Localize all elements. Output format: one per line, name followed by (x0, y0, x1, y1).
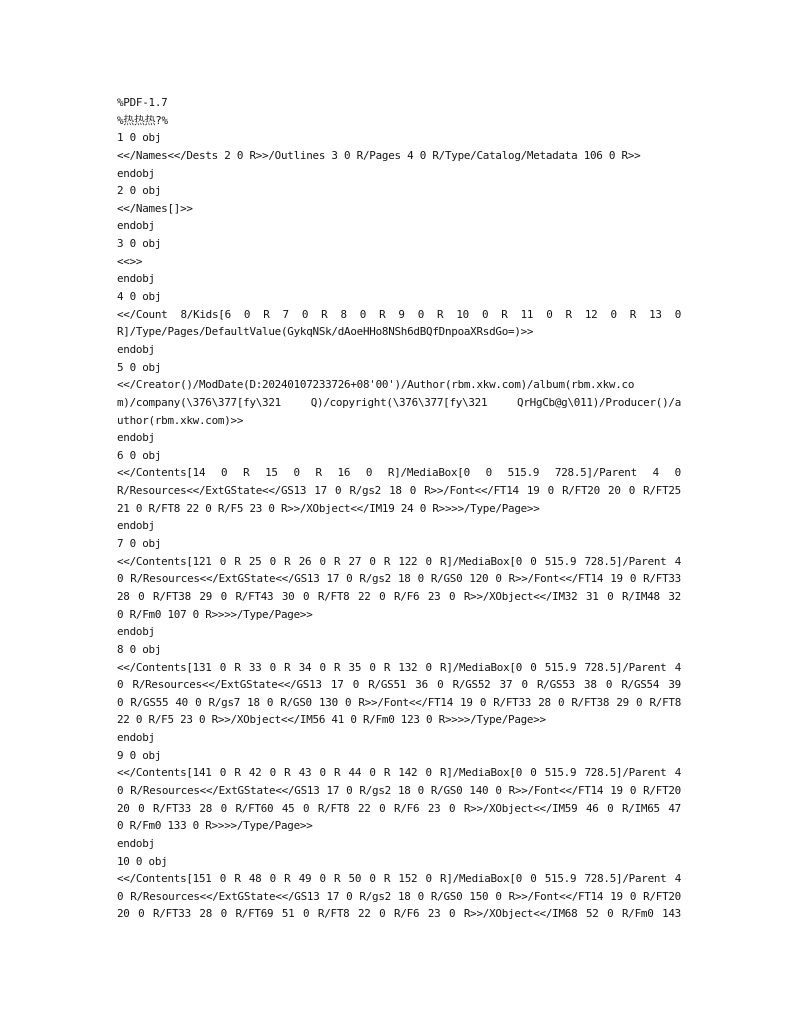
text-line: endobj (117, 166, 155, 180)
text-line: 9 0 obj (117, 748, 162, 762)
text-line: 6 0 obj (117, 448, 162, 462)
text-line: 7 0 obj (117, 537, 162, 551)
text-line: R/Resources<</ExtGState<</GS13 17 0 R/gs2 18 0 R>>/Font<</FT14 19 0 R/FT20 20 0 R/FT25 (117, 484, 681, 498)
text-line: 0 R/Resources<</ExtGState<</GS13 17 0 R/gs2 18 0 R/GS0 120 0 R>>/Font<</FT14 19 0 R/FT33 (117, 572, 681, 586)
text-line: <</Names[]>> (117, 201, 193, 215)
text-line: endobj (117, 272, 155, 286)
text-line: 3 0 obj (117, 237, 162, 251)
text-line: %热热热?% (117, 113, 168, 127)
text-line: endobj (117, 836, 155, 850)
text-line: endobj (117, 519, 155, 533)
text-line: <</Contents[141 0 R 42 0 R 43 0 R 44 0 R 142 0 R]/MediaBox[0 0 515.9 728.5]/Parent 4 (117, 766, 681, 780)
pdf-source-text (117, 94, 681, 923)
text-line: endobj (117, 431, 155, 445)
text-line: <</Contents[151 0 R 48 0 R 49 0 R 50 0 R 152 0 R]/MediaBox[0 0 515.9 728.5]/Parent 4 (117, 872, 681, 886)
text-line: <<>> (117, 254, 143, 268)
text-line: 10 0 obj (117, 854, 168, 868)
text-line: 0 R/Fm0 107 0 R>>>>/Type/Page>> (117, 607, 313, 621)
text-line: endobj (117, 731, 155, 745)
text-line: <</Contents[14 0 R 15 0 R 16 0 R]/MediaBox[0 0 515.9 728.5]/Parent 4 0 (117, 466, 681, 480)
text-line: uthor(rbm.xkw.com)>> (117, 413, 244, 427)
text-line: m)/company(\376\377[fy\321 Q)/copyright(\376\377[fy\321 QrHgCb@g\011)/Producer()/a (117, 395, 681, 409)
text-line: <</Contents[131 0 R 33 0 R 34 0 R 35 0 R 132 0 R]/MediaBox[0 0 515.9 728.5]/Parent 4 (117, 660, 681, 674)
text-line: 0 R/Resources<</ExtGState<</GS13 17 0 R/GS51 36 0 R/GS52 37 0 R/GS53 38 0 R/GS54 39 (117, 678, 681, 692)
text-line: 0 R/GS55 40 0 R/gs7 18 0 R/GS0 130 0 R>>/Font<</FT14 19 0 R/FT33 28 0 R/FT38 29 0 R/FT8 (117, 695, 681, 709)
text-line: endobj (117, 219, 155, 233)
text-line: 28 0 R/FT38 29 0 R/FT43 30 0 R/FT8 22 0 R/F6 23 0 R>>/XObject<</IM32 31 0 R/IM48 32 (117, 589, 681, 603)
text-line: 4 0 obj (117, 290, 162, 304)
text-line: <</Names<</Dests 2 0 R>>/Outlines 3 0 R/Pages 4 0 R/Type/Catalog/Metadata 106 0 R>> (117, 148, 641, 162)
text-line: 0 R/Resources<</ExtGState<</GS13 17 0 R/gs2 18 0 R/GS0 140 0 R>>/Font<</FT14 19 0 R/FT20 (117, 783, 681, 797)
text-line: 8 0 obj (117, 642, 162, 656)
text-line: 20 0 R/FT33 28 0 R/FT69 51 0 R/FT8 22 0 R/F6 23 0 R>>/XObject<</IM68 52 0 R/Fm0 143 (117, 907, 681, 921)
text-line: <</Count 8/Kids[6 0 R 7 0 R 8 0 R 9 0 R 10 0 R 11 0 R 12 0 R 13 0 (117, 307, 681, 321)
text-line: 0 R/Resources<</ExtGState<</GS13 17 0 R/gs2 18 0 R/GS0 150 0 R>>/Font<</FT14 19 0 R/FT20 (117, 889, 681, 903)
text-line: endobj (117, 342, 155, 356)
text-line: 21 0 R/FT8 22 0 R/F5 23 0 R>>/XObject<</IM19 24 0 R>>>>/Type/Page>> (117, 501, 540, 515)
text-line: <</Creator()/ModDate(D:20240107233726+08'00')/Author(rbm.xkw.com)/album(rbm.xkw.co (117, 378, 635, 392)
text-line: %PDF-1.7 (117, 96, 168, 109)
text-line: R]/Type/Pages/DefaultValue(GykqNSk/dAoeHHo8NSh6dBQfDnpoaXRsdGo=)>> (117, 325, 534, 339)
text-line: 0 R/Fm0 133 0 R>>>>/Type/Page>> (117, 819, 313, 833)
text-line: 20 0 R/FT33 28 0 R/FT60 45 0 R/FT8 22 0 R/F6 23 0 R>>/XObject<</IM59 46 0 R/IM65 47 (117, 801, 681, 815)
text-line: 5 0 obj (117, 360, 162, 374)
text-line: <</Contents[121 0 R 25 0 R 26 0 R 27 0 R 122 0 R]/MediaBox[0 0 515.9 728.5]/Parent 4 (117, 554, 681, 568)
text-line: 2 0 obj (117, 184, 162, 198)
text-line: 1 0 obj (117, 131, 162, 145)
text-line: 22 0 R/F5 23 0 R>>/XObject<</IM56 41 0 R/Fm0 123 0 R>>>>/Type/Page>> (117, 713, 546, 727)
text-line: endobj (117, 625, 155, 639)
